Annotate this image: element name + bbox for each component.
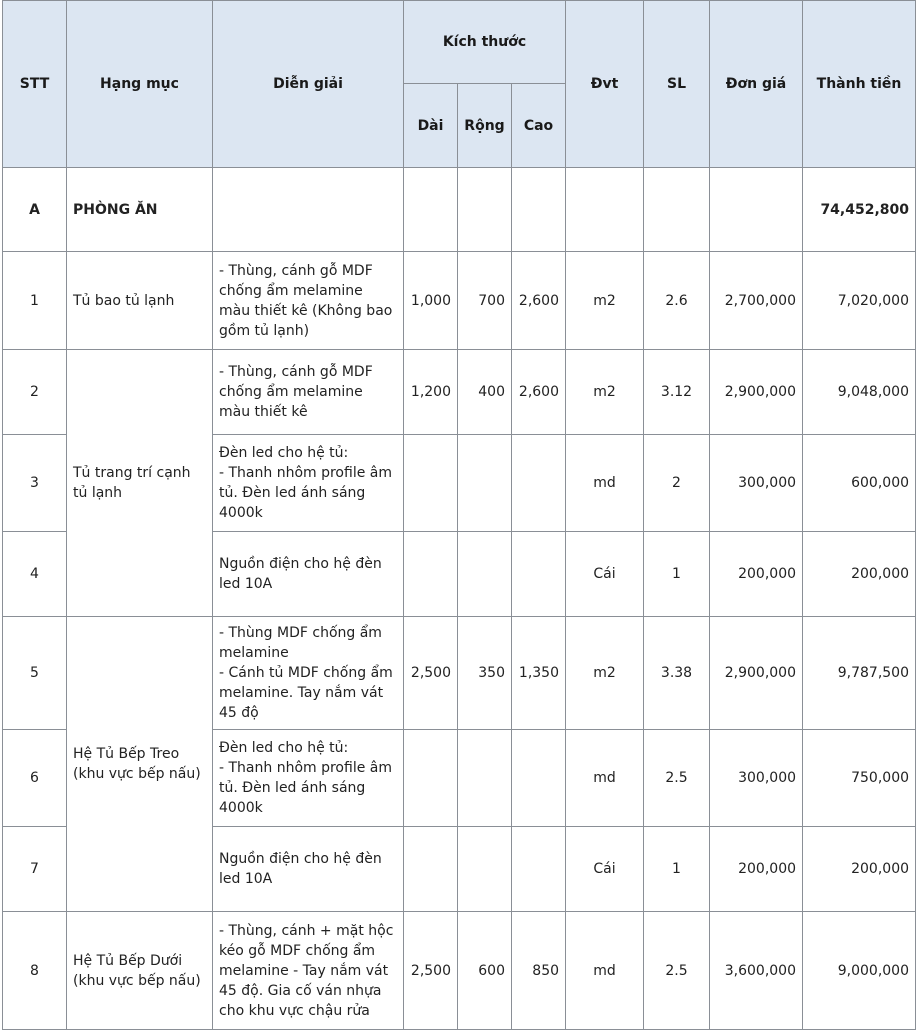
row-don-gia: 300,000 (710, 730, 803, 827)
row-stt: 8 (3, 912, 67, 1030)
row-desc: - Thùng, cánh gỗ MDF chống ẩm melamine màu thiết kê (213, 350, 404, 435)
row-rong (458, 730, 512, 827)
section-row (3, 168, 916, 252)
quotation-table (2, 0, 916, 1030)
row-sl: 2.5 (644, 730, 710, 827)
row-sl: 3.38 (644, 617, 710, 730)
row-don-gia: 200,000 (710, 532, 803, 617)
row-rong: 700 (458, 252, 512, 350)
row-don-gia: 2,700,000 (710, 252, 803, 350)
section-code: A (3, 168, 67, 252)
row-stt: 3 (3, 435, 67, 532)
header-thanh-tien: Thành tiền (803, 1, 916, 168)
row-thanh-tien: 600,000 (803, 435, 916, 532)
row-sl: 1 (644, 827, 710, 912)
row-cao: 2,600 (512, 350, 566, 435)
row-desc: - Thùng MDF chống ẩm melamine - Cánh tủ MDF chống ẩm melamine. Tay nắm vát 45 độ (213, 617, 404, 730)
table-row (3, 617, 916, 730)
group-label: Hệ Tủ Bếp Treo (khu vực bếp nấu) (67, 617, 213, 912)
row-stt: 7 (3, 827, 67, 912)
group-label: Hệ Tủ Bếp Dưới (khu vực bếp nấu) (67, 912, 213, 1030)
row-thanh-tien: 200,000 (803, 827, 916, 912)
row-dvt: md (566, 912, 644, 1030)
row-rong: 600 (458, 912, 512, 1030)
row-dai (404, 827, 458, 912)
row-dai: 2,500 (404, 617, 458, 730)
header-hang-muc: Hạng mục (67, 1, 213, 168)
row-dai: 1,000 (404, 252, 458, 350)
row-dvt: m2 (566, 617, 644, 730)
row-sl: 2.5 (644, 912, 710, 1030)
row-desc: Đèn led cho hệ tủ: - Thanh nhôm profile âm tủ. Đèn led ánh sáng 4000k (213, 730, 404, 827)
row-dai (404, 532, 458, 617)
row-desc: Nguồn điện cho hệ đèn led 10A (213, 827, 404, 912)
row-stt: 6 (3, 730, 67, 827)
section-total: 74,452,800 (803, 168, 916, 252)
row-cao: 2,600 (512, 252, 566, 350)
row-stt: 5 (3, 617, 67, 730)
header-dien-giai: Diễn giải (213, 1, 404, 168)
row-stt: 1 (3, 252, 67, 350)
row-thanh-tien: 9,787,500 (803, 617, 916, 730)
row-don-gia: 200,000 (710, 827, 803, 912)
row-don-gia: 3,600,000 (710, 912, 803, 1030)
row-dvt: Cái (566, 532, 644, 617)
row-cao (512, 827, 566, 912)
header-kich-thuoc: Kích thước (404, 1, 566, 84)
header-rong: Rộng (458, 84, 512, 168)
header-dai: Dài (404, 84, 458, 168)
row-stt: 2 (3, 350, 67, 435)
row-desc: - Thùng, cánh + mặt hộc kéo gỗ MDF chống ẩm melamine - Tay nắm vát 45 độ. Gia cố ván nhựa cho khu vực chậu rửa (213, 912, 404, 1030)
row-dai: 2,500 (404, 912, 458, 1030)
row-thanh-tien: 7,020,000 (803, 252, 916, 350)
row-stt: 4 (3, 532, 67, 617)
row-cao: 1,350 (512, 617, 566, 730)
row-sl: 2 (644, 435, 710, 532)
row-rong (458, 435, 512, 532)
row-sl: 3.12 (644, 350, 710, 435)
header-cao: Cao (512, 84, 566, 168)
row-desc: - Thùng, cánh gỗ MDF chống ẩm melamine màu thiết kê (Không bao gồm tủ lạnh) (213, 252, 404, 350)
row-thanh-tien: 750,000 (803, 730, 916, 827)
section-name: PHÒNG ĂN (67, 168, 213, 252)
table-row (3, 252, 916, 350)
row-dvt: md (566, 435, 644, 532)
row-rong (458, 827, 512, 912)
header-stt: STT (3, 1, 67, 168)
row-cao: 850 (512, 912, 566, 1030)
row-don-gia: 300,000 (710, 435, 803, 532)
header-sl: SL (644, 1, 710, 168)
row-dvt: md (566, 730, 644, 827)
group-label: Tủ bao tủ lạnh (67, 252, 213, 350)
row-cao (512, 730, 566, 827)
group-label: Tủ trang trí cạnh tủ lạnh (67, 350, 213, 617)
table-row (3, 912, 916, 1030)
row-rong: 400 (458, 350, 512, 435)
row-don-gia: 2,900,000 (710, 350, 803, 435)
row-dvt: m2 (566, 350, 644, 435)
row-desc: Nguồn điện cho hệ đèn led 10A (213, 532, 404, 617)
header-don-gia: Đơn giá (710, 1, 803, 168)
row-thanh-tien: 9,048,000 (803, 350, 916, 435)
row-dai: 1,200 (404, 350, 458, 435)
row-cao (512, 532, 566, 617)
row-dvt: m2 (566, 252, 644, 350)
row-sl: 1 (644, 532, 710, 617)
row-thanh-tien: 9,000,000 (803, 912, 916, 1030)
header-dvt: Đvt (566, 1, 644, 168)
row-dai (404, 730, 458, 827)
row-cao (512, 435, 566, 532)
table-row (3, 350, 916, 435)
row-dvt: Cái (566, 827, 644, 912)
row-desc: Đèn led cho hệ tủ: - Thanh nhôm profile âm tủ. Đèn led ánh sáng 4000k (213, 435, 404, 532)
row-sl: 2.6 (644, 252, 710, 350)
row-dai (404, 435, 458, 532)
row-rong (458, 532, 512, 617)
row-thanh-tien: 200,000 (803, 532, 916, 617)
row-rong: 350 (458, 617, 512, 730)
row-don-gia: 2,900,000 (710, 617, 803, 730)
